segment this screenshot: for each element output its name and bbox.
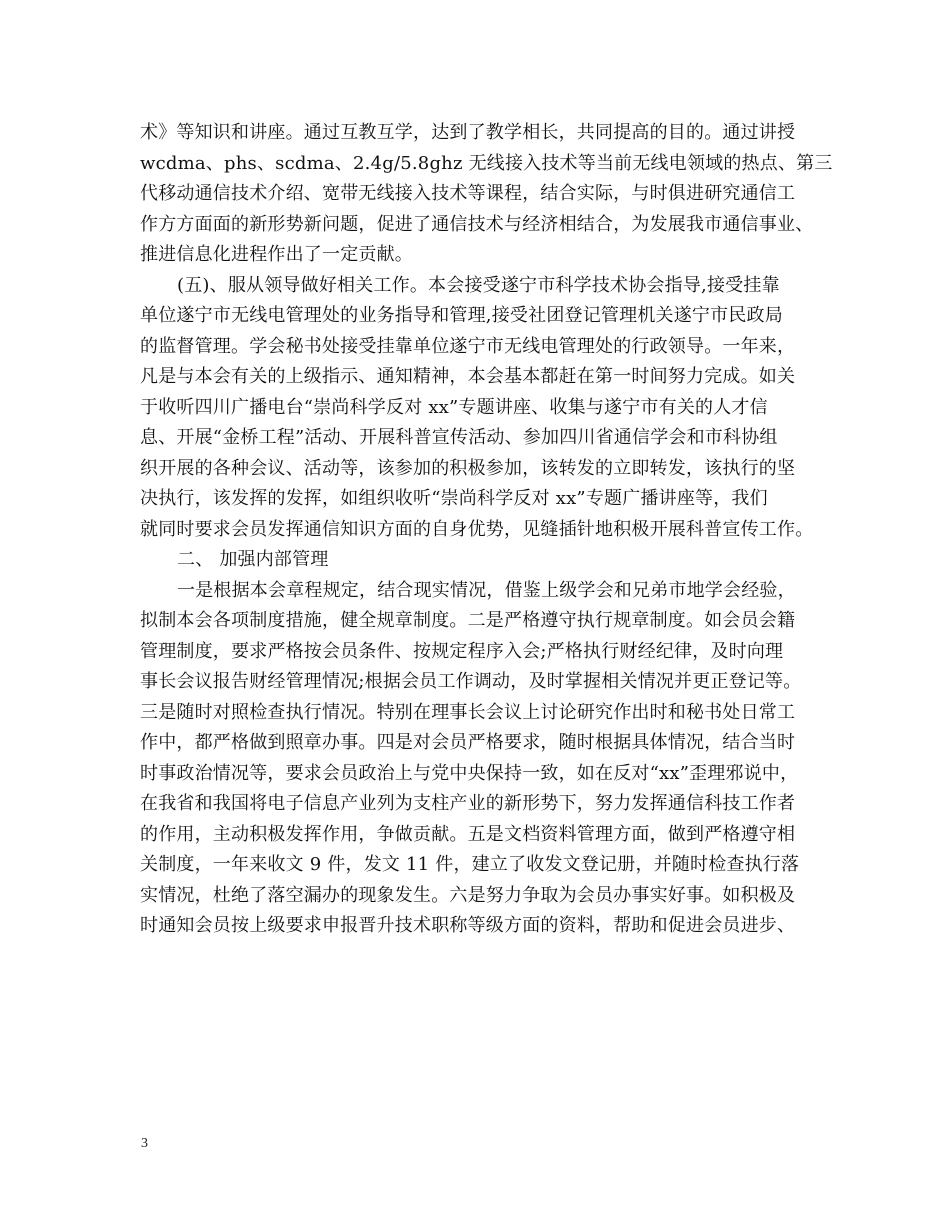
paragraph-line: 凡是与本会有关的上级指示、通知精神，本会基本都赶在第一时间努力完成。如关 (140, 366, 796, 387)
paragraph-line: 推进信息化进程作出了一定贡献。 (140, 244, 413, 265)
document-body (140, 118, 833, 942)
paragraph-line: 一是根据本会章程规定，结合现实情况，借鉴上级学会和兄弟市地学会经验， (177, 579, 796, 601)
paragraph-line: 作中，都严格做到照章办事。四是对会员严格要求，随时根据具体情况，结合当时 (140, 732, 796, 753)
paragraph-line: wcdma、phs、scdma、2.4g/5.8ghz 无线接入技术等当前无线电领域的热点、第三 (140, 152, 833, 174)
paragraph-line: 时通知会员按上级要求申报晋升技术职称等级方面的资料，帮助和促进会员进步、 (140, 915, 796, 936)
paragraph-line: 单位遂宁市无线电管理处的业务指导和管理,接受社团登记管理机关遂宁市民政局 (140, 305, 783, 326)
paragraph-line: 代移动通信技术介绍、宽带无线接入技术等课程，结合实际，与时俱进研究通信工 (140, 183, 796, 204)
paragraph-line: 实情况，杜绝了落空漏办的现象发生。六是努力争取为会员办事实好事。如积极及 (140, 884, 796, 906)
paragraph-line: 管理制度，要求严格按会员条件、按规定程序入会;严格执行财经纪律，及时向理 (140, 640, 784, 662)
paragraph-line: 就同时要求会员发挥通信知识方面的自身优势，见缝插针地积极开展科普宣传工作。 (140, 518, 814, 540)
section-heading: 二、 加强内部管理 (177, 549, 329, 570)
paragraph-line: 术》等知识和讲座。通过互教互学，达到了教学相长，共同提高的目的。通过讲授 (140, 122, 796, 143)
paragraph-line: 作方方面面的新形势新问题，促进了通信技术与经济相结合，为发展我市通信事业、 (140, 213, 814, 235)
paragraph-line: 在我省和我国将电子信息产业列为支柱产业的新形势下，努力发挥通信科技工作者 (140, 793, 796, 814)
paragraph-line: 织开展的各种会议、活动等，该参加的积极参加，该转发的立即转发，该执行的坚 (140, 457, 796, 479)
paragraph-line: 决执行，该发挥的发挥，如组织收听“崇尚科学反对 xx”专题广播讲座等，我们 (140, 488, 768, 509)
paragraph-line: 的作用，主动积极发挥作用，争做贡献。五是文档资料管理方面，做到严格遵守相 (140, 823, 796, 845)
paragraph-line: 的监督管理。学会秘书处接受挂靠单位遂宁市无线电管理处的行政领导。一年来， (140, 335, 796, 357)
page-number: 3 (141, 1136, 148, 1151)
paragraph-line: 事长会议报告财经管理情况;根据会员工作调动，及时掌握相关情况并更正登记等。 (140, 671, 802, 692)
paragraph-line: (五)、服从领导做好相关工作。本会接受遂宁市科学技术协会指导,接受挂靠 (177, 274, 780, 296)
paragraph-line: 时事政治情况等，要求会员政治上与党中央保持一致，如在反对“xx”歪理邪说中， (140, 762, 799, 784)
paragraph-line: 息、开展“金桥工程”活动、开展科普宣传活动、参加四川省通信学会和市科协组 (140, 427, 778, 448)
paragraph-line: 关制度，一年来收文 9 件，发文 11 件，建立了收发文登记册，并随时检查执行落 (140, 854, 800, 875)
paragraph-line: 拟制本会各项制度措施，健全规章制度。二是严格遵守执行规章制度。如会员会籍 (140, 610, 796, 631)
paragraph-line: 于收听四川广播电台“崇尚科学反对 xx”专题讲座、收集与遂宁市有关的人才信 (140, 396, 768, 418)
paragraph-line: 三是随时对照检查执行情况。特别在理事长会议上讨论研究作出时和秘书处日常工 (140, 701, 796, 723)
